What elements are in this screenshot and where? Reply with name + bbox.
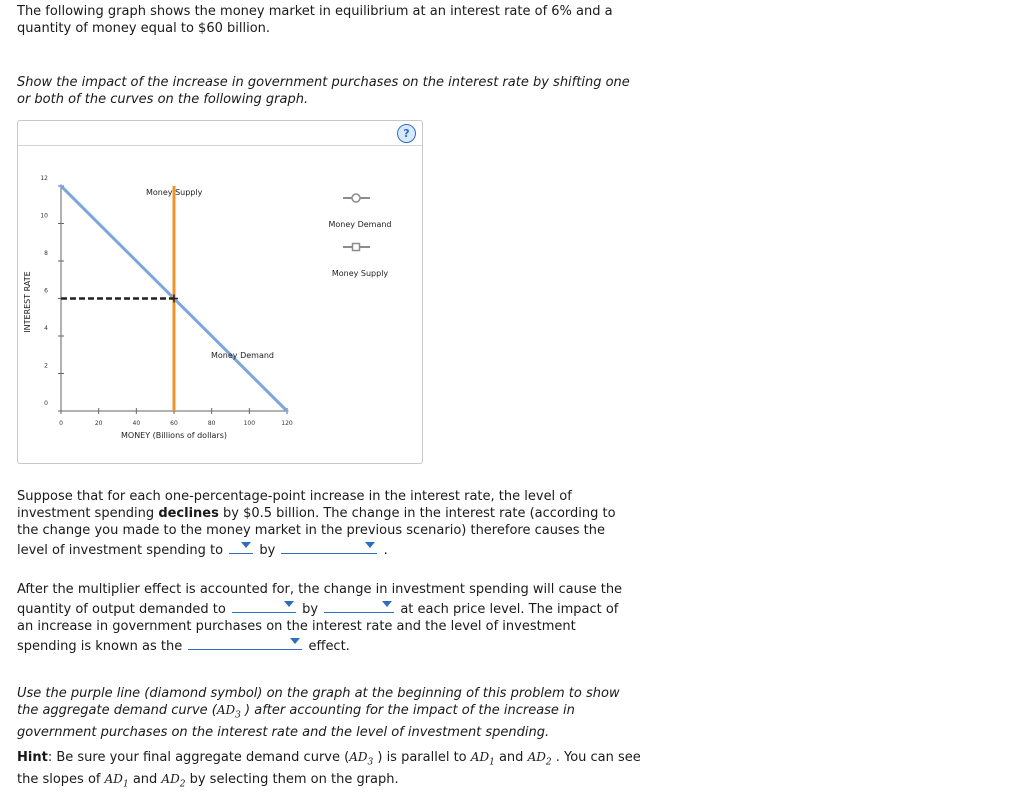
x-tick-label: 100 [243,420,256,427]
hint-text-a: : Be sure your final aggregate demand curve ( [47,750,350,765]
money-market-chart[interactable] [18,121,422,463]
hint-ad2-sub: 2 [545,757,552,768]
hint-ad1-text: AD [470,750,490,764]
hint-ad1-sub: 1 [489,757,495,768]
question-3 [17,685,642,741]
x-tick-label: 40 [132,420,141,427]
hint-ad3-text: AD [349,750,368,764]
legend-money-demand-tool[interactable] [329,194,392,229]
q3-text-b: ) after accounting for the impact of the increase in government purchases on the interest rate and the level of investment spending. [17,703,575,741]
question-2 [17,581,637,655]
supply-curve-label: Money Supply [146,188,203,197]
hint-text-d: by selecting them on the graph. [189,772,399,788]
hint-ad2-text: AD [527,750,546,764]
hint-ad1b-sub: 1 [122,779,129,790]
hint-ad3-sub: 3 [367,757,374,768]
x-tick-label: 80 [207,420,216,427]
y-axis-label: INTEREST RATE [23,271,32,333]
chevron-down-icon [290,638,300,644]
hint [17,749,647,794]
graph-panel [17,120,423,464]
hint-and-1: and [498,750,524,765]
hint-text-b: ) is parallel to [377,750,467,765]
q2-amount-dropdown[interactable] [324,598,394,613]
y-tick-label: 8 [44,250,48,257]
hint-ad2b-sub: 2 [179,779,186,790]
x-tick-label: 120 [281,420,293,427]
x-axis-label: MONEY (Billions of dollars) [121,431,227,440]
q1-amount-dropdown[interactable] [281,539,377,554]
ad3-symbol [216,703,241,721]
legend-square-icon [353,244,360,251]
ad3-text: AD [216,703,236,717]
hint-ad2b [161,772,186,790]
hint-ad3 [349,750,374,768]
q1-by: by [259,543,276,558]
chevron-down-icon [241,542,251,548]
x-tick-label: 60 [170,420,178,427]
q1-end: . [383,543,388,558]
q2-direction-dropdown[interactable] [232,598,296,613]
demand-curve-label: Money Demand [211,351,274,360]
q2-end: effect. [308,639,350,654]
q2-text-a: After the multiplier effect is accounted for, the change in investment spending will cause the quantity of output demanded to [17,582,623,617]
question-1 [17,488,637,559]
q1-bold-declines: declines [158,506,219,521]
q2-by: by [302,602,319,617]
chevron-down-icon [284,601,294,607]
y-tick-label: 10 [40,212,48,220]
q1-text-b: by $0.5 billion. The change in the interest rate (according to the change you made to the money market in the previous scenario) therefore causes the level of investment spending to [17,506,616,558]
hint-label: Hint [17,750,48,765]
q1-direction-dropdown[interactable] [229,539,253,554]
y-tick-label: 6 [44,287,48,295]
q3-text-a: Use the purple line (diamond symbol) on the graph at the beginning of this problem to show the aggregate demand curve ( [17,686,620,718]
q2-text-b: at each price level. The impact of an increase in government purchases on the interest rate and the level of investment spending is known as the [17,602,619,654]
instruction-text: Show the impact of the increase in government purchases on the interest rate by shifting one or both of the curves on the following graph. [17,75,630,107]
y-tick-label: 0 [44,400,48,407]
legend [329,194,392,278]
q1-text-a: Suppose that for each one-percentage-point increase in the interest rate, the level of investment spending [17,489,572,521]
y-tick-label: 2 [44,362,48,370]
hint-ad2 [527,750,552,768]
chevron-down-icon [382,601,392,607]
legend-money-demand-label: Money Demand [328,220,392,229]
legend-money-supply-tool[interactable] [332,244,389,279]
hint-ad1b-text: AD [104,772,123,787]
y-tick-label: 12 [40,175,48,182]
hint-text-c: . You can see the slopes of [17,750,641,788]
hint-and-2: and [132,772,158,788]
intro-text: The following graph shows the money market in equilibrium at an interest rate of 6% and a quantity of money equal to $60 billion. [17,4,613,36]
help-icon[interactable]: ? [397,124,416,143]
legend-money-supply-label: Money Supply [331,269,389,278]
legend-circle-icon [352,194,360,202]
ad3-sub: 3 [235,710,241,721]
hint-ad1 [470,750,495,768]
chevron-down-icon [365,542,375,548]
x-tick-label: 20 [94,420,103,427]
hint-ad1b [104,772,129,790]
y-tick-label: 4 [44,325,48,332]
hint-ad2b-text: AD [161,772,180,787]
x-tick-label: 0 [59,420,63,427]
q2-effect-dropdown[interactable] [188,635,302,650]
